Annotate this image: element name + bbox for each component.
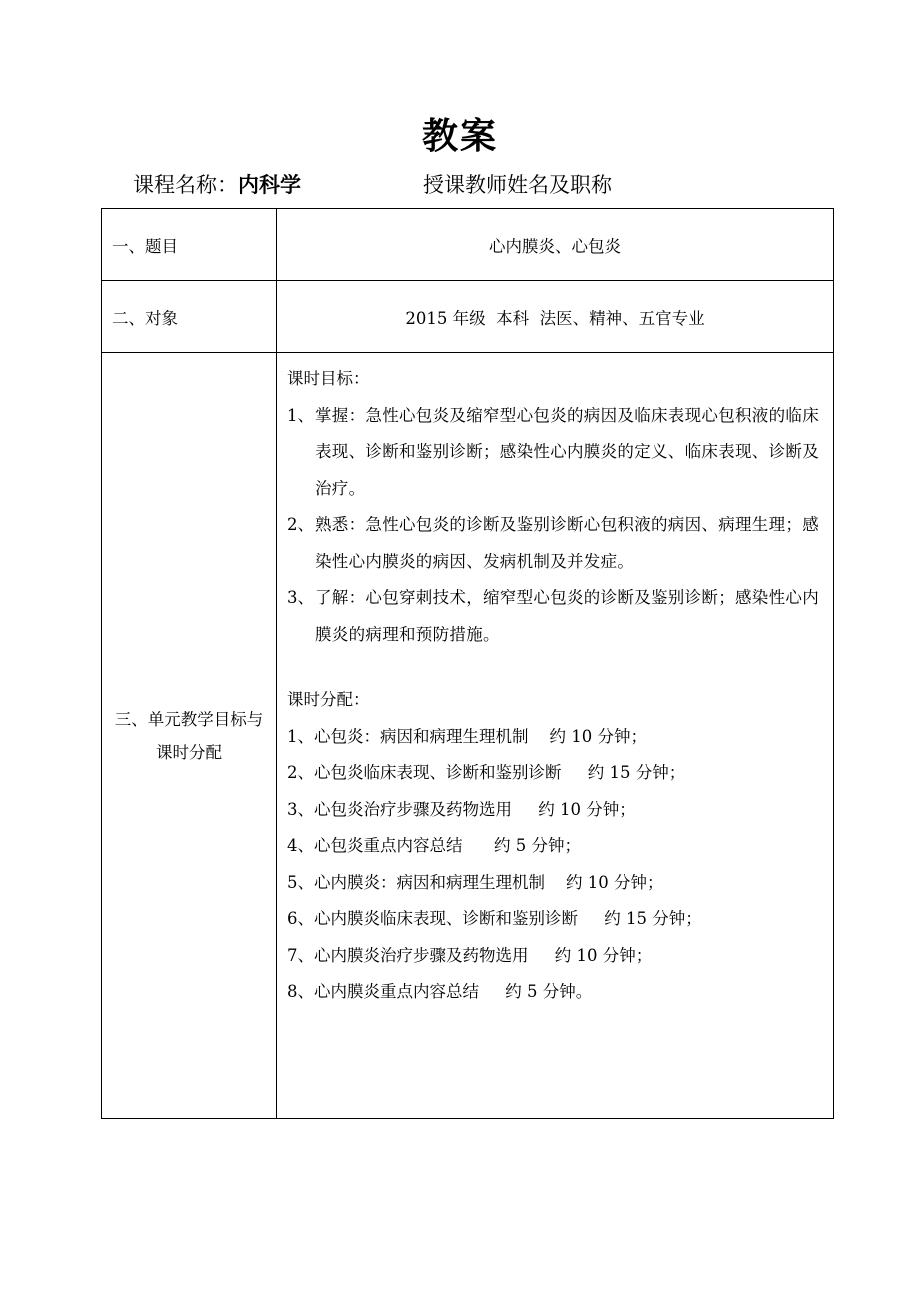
allocation-list (287, 719, 825, 1011)
audience-value (277, 281, 834, 353)
objectives-list (287, 398, 825, 654)
goals-label-line1: 三、单元教学目标与 (114, 709, 264, 729)
audience-text: 2015 年级 本科 法医、精神、五官专业 (405, 308, 705, 328)
objective-text: 了解：心包穿刺技术，缩窄型心包炎的诊断及鉴别诊断；感染性心内膜炎的病理和预防措施。 (315, 588, 819, 644)
objective-text: 熟悉：急性心包炎的诊断及鉴别诊断心包积液的病因、病理生理；感染性心内膜炎的病因、发病机制及并发症。 (315, 515, 819, 571)
objective-item (287, 398, 825, 508)
goals-row (102, 353, 834, 1119)
objective-number: 1、 (287, 405, 314, 425)
course-name-value: 内科学 (238, 172, 301, 197)
teacher-name-label: 授课教师姓名及职称 (423, 173, 612, 197)
allocation-item: 6、心内膜炎临床表现、诊断和鉴别诊断 约 15 分钟； (287, 909, 702, 928)
objective-number: 2、 (287, 515, 314, 534)
document-title: 教案 (421, 115, 498, 157)
allocation-item: 1、心包炎：病因和病理生理机制 约 10 分钟； (287, 726, 647, 746)
objective-number: 3、 (287, 588, 314, 607)
allocation-heading: 课时分配： (287, 690, 370, 709)
goals-label (102, 353, 277, 1119)
objective-item (287, 507, 825, 580)
lesson-plan-table (101, 208, 834, 1119)
allocation-item: 4、心包炎重点内容总结 约 5 分钟； (287, 836, 581, 855)
allocation-item: 7、心内膜炎治疗步骤及药物选用 约 10 分钟； (287, 945, 653, 965)
topic-row (102, 209, 834, 281)
allocation-item: 5、心内膜炎：病因和病理生理机制 约 10 分钟； (287, 872, 664, 892)
goals-content (277, 353, 834, 1119)
objective-item (287, 580, 825, 653)
topic-value: 心内膜炎、心包炎 (277, 209, 834, 281)
course-name-line (133, 170, 301, 200)
objective-text: 掌握：急性心包炎及缩窄型心包炎的病因及临床表现心包积液的临床表现、诊断和鉴别诊断；感染性心内膜炎的定义、临床表现、诊断及治疗。 (315, 405, 819, 498)
spacer (287, 653, 825, 682)
allocation-item: 8、心内膜炎重点内容总结 约 5 分钟。 (287, 982, 593, 1001)
topic-label: 一、题目 (102, 209, 277, 281)
allocation-item: 2、心包炎临床表现、诊断和鉴别诊断 约 15 分钟； (287, 763, 686, 782)
audience-label: 二、对象 (102, 281, 277, 353)
objectives-heading: 课时目标： (287, 369, 370, 388)
goals-label-line2: 课时分配 (156, 742, 222, 762)
audience-row (102, 281, 834, 353)
allocation-item: 3、心包炎治疗步骤及药物选用 约 10 分钟； (287, 799, 636, 819)
course-name-label: 课程名称： (133, 173, 238, 197)
